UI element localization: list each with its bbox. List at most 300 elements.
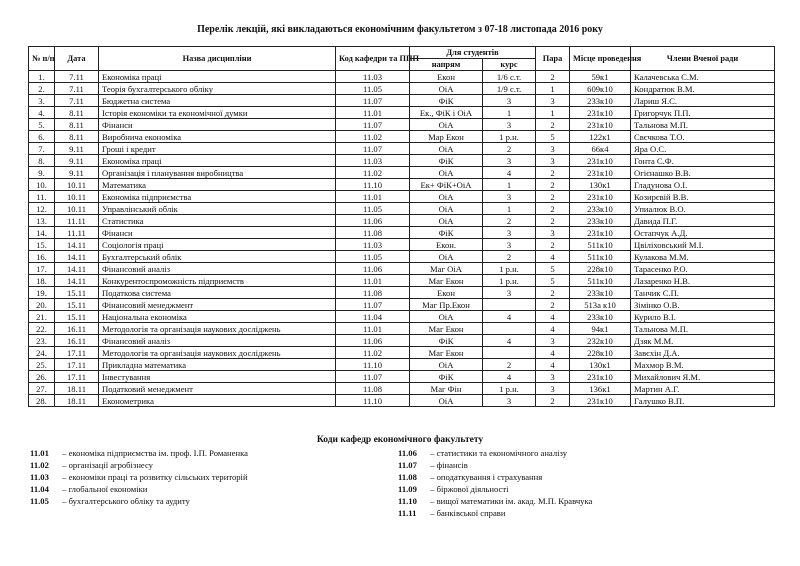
row-direction: Маг Екон [410,275,483,287]
row-dept-code: 11.06 [336,215,410,227]
row-date: 10.11 [55,203,99,215]
row-number: 27. [29,383,55,395]
table-row [29,383,775,395]
row-date: 8.11 [55,119,99,131]
row-dept-code: 11.01 [336,323,410,335]
row-teacher: Остапчук А.Д. [631,227,775,239]
row-date: 8.11 [55,131,99,143]
row-place: 59к1 [570,71,631,83]
row-dept-code: 11.03 [336,239,410,251]
row-dept-code: 11.01 [336,107,410,119]
dept-name: економіки праці та розвитку сільських територій [68,472,248,482]
row-dept-code: 11.05 [336,83,410,95]
table-row [29,287,775,299]
row-teacher: Завєхін Д.А. [631,347,775,359]
table-row [29,119,775,131]
row-subject: Бюджетна система [99,95,336,107]
row-direction: Маг Екон [410,323,483,335]
row-pair: 3 [536,383,570,395]
row-subject: Інвестування [99,371,336,383]
row-subject: Фінанси [99,227,336,239]
dept-code-item [398,495,592,507]
row-course: 1 [483,179,536,191]
row-pair: 4 [536,347,570,359]
row-place: 231к10 [570,167,631,179]
row-subject: Економіка праці [99,155,336,167]
dept-code-item [30,471,248,483]
dept-name: оподаткування і страхування [436,472,543,482]
row-number: 11. [29,191,55,203]
row-direction: ФіК [410,95,483,107]
row-dept-code: 11.05 [336,203,410,215]
row-subject: Соціологія праці [99,239,336,251]
row-teacher: Зімінко О.В. [631,299,775,311]
row-dept-code: 11.02 [336,131,410,143]
row-pair: 2 [536,179,570,191]
dash-separator: – [428,448,437,458]
table-row [29,347,775,359]
row-date: 14.11 [55,251,99,263]
row-course: 3 [483,119,536,131]
header-students: Для студентів [410,47,536,59]
row-direction: ОіА [410,359,483,371]
row-dept-code: 11.05 [336,251,410,263]
row-teacher: Цвіліховський М.І. [631,239,775,251]
row-pair: 3 [536,335,570,347]
row-place: 513а к10 [570,299,631,311]
row-pair: 4 [536,251,570,263]
dept-name: вищої математики ім. акад. М.П. Кравчука [436,496,593,506]
row-subject: Податковий менеджмент [99,383,336,395]
row-course: 1/6 с.т. [483,71,536,83]
row-pair: 2 [536,119,570,131]
row-teacher: Григорчук П.П. [631,107,775,119]
dash-separator: – [428,472,437,482]
row-dept-code: 11.10 [336,395,410,407]
row-date: 15.11 [55,299,99,311]
row-direction: ОіА [410,143,483,155]
row-date: 7.11 [55,95,99,107]
row-subject: Податкова система [99,287,336,299]
row-teacher: Тарасенко Р.О. [631,263,775,275]
row-direction: Екон [410,287,483,299]
row-direction: Маг Фін [410,383,483,395]
row-number: 23. [29,335,55,347]
row-subject: Історія економіки та економічної думки [99,107,336,119]
dept-code: 11.05 [30,496,49,506]
header-dept: Код кафедри та ППП [336,47,410,71]
table-row [29,131,775,143]
dash-separator: – [428,460,437,470]
row-subject: Прикладна математика [99,359,336,371]
row-pair: 2 [536,215,570,227]
row-teacher: Курило В.І. [631,311,775,323]
dash-separator: – [60,460,69,470]
row-date: 16.11 [55,335,99,347]
row-teacher: Махмор В.М. [631,359,775,371]
row-place: 136к1 [570,383,631,395]
header-subject: Назва дисципліни [99,47,336,71]
row-direction: Маг ОіА [410,263,483,275]
row-date: 14.11 [55,263,99,275]
row-direction: ФіК [410,371,483,383]
row-course: 4 [483,311,536,323]
dept-name: організації агробізнесу [68,460,153,470]
row-date: 14.11 [55,239,99,251]
row-direction: ОіА [410,215,483,227]
table-row [29,263,775,275]
row-course: 2 [483,143,536,155]
row-dept-code: 11.04 [336,311,410,323]
row-date: 10.11 [55,179,99,191]
row-place: 228к10 [570,347,631,359]
row-direction: Маг Екон [410,347,483,359]
dept-code-item [398,507,592,519]
row-number: 5. [29,119,55,131]
table-row [29,143,775,155]
row-subject: Національна економіка [99,311,336,323]
table-row [29,71,775,83]
row-pair: 2 [536,71,570,83]
row-dept-code: 11.07 [336,371,410,383]
table-row [29,107,775,119]
table-row [29,359,775,371]
row-number: 16. [29,251,55,263]
row-number: 2. [29,83,55,95]
row-pair: 3 [536,227,570,239]
row-course: 1 р.н. [483,275,536,287]
dept-name: біржової діяльності [436,484,509,494]
row-place: 232к10 [570,335,631,347]
row-subject: Методологія та організація наукових досліджень [99,347,336,359]
table-row [29,203,775,215]
row-number: 20. [29,299,55,311]
row-subject: Фінансовий аналіз [99,263,336,275]
row-course: 2 [483,215,536,227]
row-number: 7. [29,143,55,155]
row-course: 3 [483,239,536,251]
row-subject: Теорія бухгалтерського обліку [99,83,336,95]
dash-separator: – [60,472,69,482]
row-dept-code: 11.07 [336,95,410,107]
dept-code-item [30,483,248,495]
row-place: 94к1 [570,323,631,335]
dept-name: бухгалтерського обліку та аудиту [68,496,190,506]
row-teacher: Козирєвій В.В. [631,191,775,203]
row-subject: Статистика [99,215,336,227]
dept-code-item [30,459,248,471]
row-course: 2 [483,359,536,371]
row-course: 3 [483,227,536,239]
row-pair: 5 [536,131,570,143]
table-row [29,215,775,227]
row-direction: ФіК [410,155,483,167]
row-course: 4 [483,371,536,383]
header-direction: напрям [410,59,483,71]
row-dept-code: 11.07 [336,119,410,131]
row-date: 11.11 [55,227,99,239]
row-pair: 3 [536,155,570,167]
table-row [29,155,775,167]
row-dept-code: 11.07 [336,299,410,311]
row-teacher: Кондратюк В.М. [631,83,775,95]
row-pair: 2 [536,239,570,251]
row-number: 14. [29,227,55,239]
table-row [29,191,775,203]
row-course [483,347,536,359]
row-dept-code: 11.02 [336,347,410,359]
codes-list-right [398,447,592,519]
dept-name: банківської справи [436,508,506,518]
row-course: 1 р.н. [483,131,536,143]
row-subject: Фінансовий аналіз [99,335,336,347]
row-date: 17.11 [55,371,99,383]
row-pair: 2 [536,191,570,203]
table-row [29,167,775,179]
row-teacher: Свєчкова Т.О. [631,131,775,143]
dept-code-item [398,447,592,459]
row-subject: Управлінський облік [99,203,336,215]
row-number: 10. [29,179,55,191]
row-place: 231к10 [570,155,631,167]
row-date: 16.11 [55,323,99,335]
dept-code: 11.09 [398,484,417,494]
row-place: 231к10 [570,227,631,239]
dash-separator: – [428,508,437,518]
row-place: 231к10 [570,191,631,203]
row-direction: ОіА [410,203,483,215]
row-pair: 2 [536,203,570,215]
table-row [29,251,775,263]
row-place: 231к10 [570,371,631,383]
row-teacher: Лариш Я.С. [631,95,775,107]
dash-separator: – [428,484,437,494]
row-number: 19. [29,287,55,299]
dept-code: 11.01 [30,448,49,458]
row-dept-code: 11.06 [336,263,410,275]
row-place: 231к10 [570,119,631,131]
row-teacher: Гладунова О.І. [631,179,775,191]
dash-separator: – [60,448,69,458]
table-row [29,179,775,191]
row-number: 13. [29,215,55,227]
row-dept-code: 11.06 [336,335,410,347]
row-course: 1/9 с.т. [483,83,536,95]
row-pair: 1 [536,107,570,119]
dept-name: фінансів [436,460,468,470]
table-row [29,95,775,107]
dept-code-item [398,471,592,483]
dept-code-item [30,447,248,459]
row-place: 130к1 [570,359,631,371]
dept-code: 11.02 [30,460,49,470]
dept-code: 11.11 [398,508,417,518]
row-direction: ОіА [410,311,483,323]
row-date: 18.11 [55,395,99,407]
row-direction: ФіК [410,227,483,239]
row-subject: Гроші і кредит [99,143,336,155]
table-row [29,395,775,407]
row-place: 233к10 [570,203,631,215]
row-date: 8.11 [55,107,99,119]
row-place: 130к1 [570,179,631,191]
row-number: 17. [29,263,55,275]
row-dept-code: 11.01 [336,191,410,203]
header-place: Місце проведення [570,47,631,71]
row-subject: Фінансовий менеджмент [99,299,336,311]
row-place: 66к4 [570,143,631,155]
row-course [483,299,536,311]
row-direction: Маг Пр.Екон [410,299,483,311]
header-course: курс [483,59,536,71]
table-row [29,311,775,323]
table-row [29,335,775,347]
dept-code-item [398,459,592,471]
row-number: 21. [29,311,55,323]
dept-code-item [398,483,592,495]
table-row [29,227,775,239]
row-course: 1 р.н. [483,383,536,395]
row-subject: Організація і планування виробництва [99,167,336,179]
header-teacher: Члени Вченої ради [631,47,775,71]
row-subject: Економетрика [99,395,336,407]
codes-title: Коди кафедр економічного факультету [316,435,484,445]
row-date: 7.11 [55,83,99,95]
row-course: 2 [483,251,536,263]
row-direction: ОіА [410,167,483,179]
row-dept-code: 11.03 [336,71,410,83]
row-date: 15.11 [55,311,99,323]
row-place: 233к10 [570,95,631,107]
row-place: 233к10 [570,287,631,299]
row-pair: 2 [536,167,570,179]
row-course: 1 р.н. [483,263,536,275]
row-place: 233к10 [570,215,631,227]
row-number: 8. [29,155,55,167]
row-place: 233к10 [570,311,631,323]
row-direction: Екон [410,71,483,83]
row-date: 10.11 [55,191,99,203]
dept-name: глобальної економіки [68,484,148,494]
row-number: 9. [29,167,55,179]
row-direction: ОіА [410,83,483,95]
row-teacher: Тальнова М.П. [631,119,775,131]
row-number: 6. [29,131,55,143]
row-course: 3 [483,395,536,407]
row-dept-code: 11.08 [336,287,410,299]
row-pair: 3 [536,371,570,383]
row-number: 22. [29,323,55,335]
row-pair: 4 [536,311,570,323]
row-pair: 2 [536,395,570,407]
row-dept-code: 11.08 [336,383,410,395]
row-place: 609к10 [570,83,631,95]
dept-code: 11.03 [30,472,49,482]
row-pair: 3 [536,95,570,107]
dash-separator: – [60,496,69,506]
row-number: 3. [29,95,55,107]
row-dept-code: 11.03 [336,155,410,167]
row-direction: ОіА [410,395,483,407]
row-date: 17.11 [55,347,99,359]
row-pair: 4 [536,359,570,371]
row-date: 9.11 [55,155,99,167]
row-course: 3 [483,287,536,299]
row-dept-code: 11.10 [336,179,410,191]
row-number: 24. [29,347,55,359]
row-subject: Бухгалтерський облік [99,251,336,263]
row-teacher: Упиалюк В.О. [631,203,775,215]
row-dept-code: 11.02 [336,167,410,179]
row-dept-code: 11.01 [336,275,410,287]
row-date: 17.11 [55,359,99,371]
row-date: 9.11 [55,143,99,155]
row-place: 511к10 [570,275,631,287]
row-pair: 3 [536,143,570,155]
table-row [29,299,775,311]
dept-code: 11.07 [398,460,417,470]
row-number: 12. [29,203,55,215]
row-dept-code: 11.08 [336,227,410,239]
row-date: 9.11 [55,167,99,179]
codes-list-left [30,447,248,507]
row-place: 231к10 [570,107,631,119]
row-dept-code: 11.07 [336,143,410,155]
header-num: № п/п [29,47,55,71]
row-direction: ОіА [410,119,483,131]
row-course: 3 [483,191,536,203]
table-row [29,275,775,287]
row-teacher: Яра О.С. [631,143,775,155]
dept-code: 11.08 [398,472,417,482]
row-teacher: Гонта С.Ф. [631,155,775,167]
row-direction: ФіК [410,335,483,347]
row-number: 1. [29,71,55,83]
row-course: 3 [483,155,536,167]
row-subject: Виробнича економіка [99,131,336,143]
dept-code-item [30,495,248,507]
row-place: 228к10 [570,263,631,275]
row-pair: 2 [536,299,570,311]
row-number: 18. [29,275,55,287]
row-subject: Методологія та організація наукових досліджень [99,323,336,335]
row-number: 26. [29,371,55,383]
row-subject: Економіка праці [99,71,336,83]
row-teacher: Кулакова М.М. [631,251,775,263]
row-place: 511к10 [570,239,631,251]
row-course [483,323,536,335]
row-date: 14.11 [55,275,99,287]
dash-separator: – [428,496,437,506]
row-teacher: Дзяк М.М. [631,335,775,347]
row-pair: 1 [536,83,570,95]
table-row [29,83,775,95]
row-teacher: Огієнашко В.В. [631,167,775,179]
row-teacher: Давида П.Г. [631,215,775,227]
row-pair: 5 [536,275,570,287]
table-row [29,371,775,383]
row-pair: 2 [536,287,570,299]
row-direction: Ек+ ФіК+ОіА [410,179,483,191]
row-direction: Екон. [410,239,483,251]
row-course: 1 [483,203,536,215]
row-teacher: Лазаренко Н.В. [631,275,775,287]
row-pair: 4 [536,323,570,335]
row-date: 7.11 [55,71,99,83]
document-title: Перелік лекцій, які викладаються економічним факультетом з 07-18 листопада 2016 року [197,24,603,35]
dept-code: 11.06 [398,448,417,458]
row-subject: Математика [99,179,336,191]
